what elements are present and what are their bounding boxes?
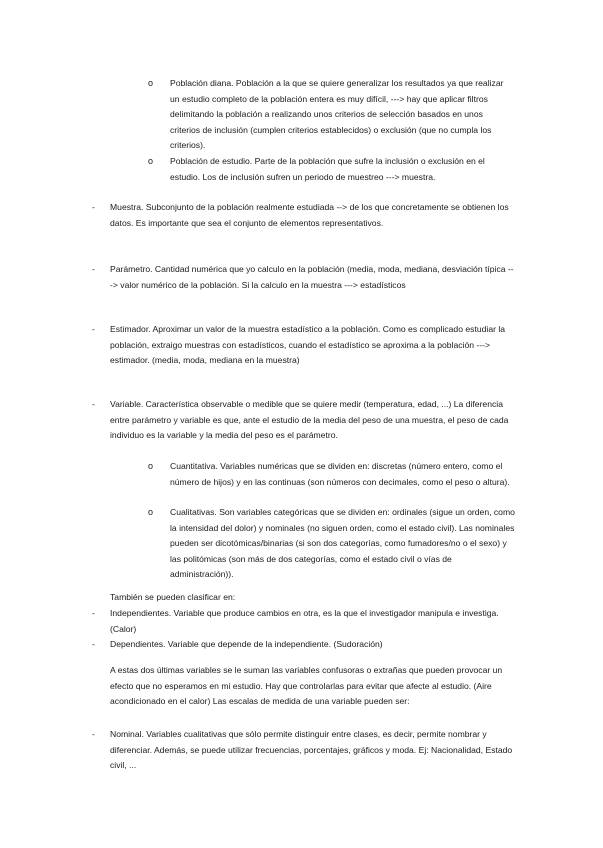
dash-bullet-marker: - [92,202,95,212]
list-item-estimador: Estimador. Aproximar un valor de la muestra estadístico a la población. Como es complicado estudiar la población, extraigo muestras con estadísticos, cuando el estadístico se aproxima a la población ---> estimador. (media, moda, mediana en la muestra) [110,324,506,365]
dash-bullet-marker: - [92,608,95,618]
list-item-poblacion-diana: Población diana. Población a la que se quiere generalizar los resultados ya que realizar un estudio completo de la población entera es muy difícil, ---> hay que aplicar filtros delimitando la población a realizando unos criterios de selección basados en unos criterios de inclusión (cumplen criterios establecidos) o exclusión (que no cumpla los criterios). [170,78,504,150]
list-item-variable: Variable. Característica observable o medible que se quiere medir (temperatura, edad, ...) La diferencia entre parámetro y variable es que, ante el estudio de la media del peso de una muestra, el peso de cada individuo es la variable y la media del peso es el parámetro. [110,399,509,440]
dash-bullet-marker: - [92,729,95,739]
list-item-cualitativas: Cualitativas. Son variables categóricas que se dividen en: ordinales (sigue un orden, como la intensidad del dolor) y nominales (no siguen orden, como el estado civil). Las nominales pueden ser dicotómicas/binarias (si son dos categorías, como fumadores/no o el sexo) y las politómicas (son más de dos categorías, como el estado civil o vías de administración)). [170,507,515,579]
dash-bullet-marker: - [92,324,95,334]
dash-bullet-marker: - [92,639,95,649]
list-item-cuantitativa: Cuantitativa. Variables numéricas que se dividen en: discretas (número entero, como el número de hijos) y en las continuas (son números con decimales, como el peso o altura). [170,461,510,487]
list-item-parametro: Parámetro. Cantidad numérica que yo calculo en la población (media, moda, mediana, desviación típica ---> valor numérico de la población. Si la calculo en la muestra ---> estadísticos [110,264,514,290]
sub-bullet-marker: o [148,78,154,88]
list-item-poblacion-estudio: Población de estudio. Parte de la población que sufre la inclusión o exclusión en el estudio. Los de inclusión sufren un periodo de muestreo ---> muestra. [170,156,485,182]
sub-bullet-marker: o [148,461,154,471]
sub-bullet-marker: o [148,507,154,517]
clasificar-intro: También se pueden clasificar en: [110,592,236,602]
dash-bullet-marker: - [92,399,95,409]
list-item-nominal: Nominal. Variables cualitativas que sólo permite distinguir entre clases, es decir, permite nombrar y diferenciar. Además, se puede utilizar frecuencias, porcentajes, gráficos y moda. Ej: Nacionalidad, Estado civil, ... [110,729,513,770]
list-item-independientes: Independientes. Variable que produce cambios en otra, es la que el investigador manipula e investiga. (Calor) [110,608,499,634]
list-item-muestra: Muestra. Subconjunto de la población realmente estudiada --> de los que concretamente se obtienen los datos. Es importante que sea el conjunto de elementos representativos. [110,202,509,228]
dash-bullet-marker: - [92,264,95,274]
list-item-dependientes: Dependientes. Variable que depende de la independiente. (Sudoración) [110,639,383,649]
confusoras-paragraph: A estas dos últimas variables se le suman las variables confusoras o extrañas que pueden provocar un efecto que no esperamos en mi estudio. Hay que controlarlas para evitar que afecte al estudio. (Aire acondicionado en el calor) Las escalas de medida de una variable pueden ser: [110,665,503,706]
sub-bullet-marker: o [148,156,154,166]
